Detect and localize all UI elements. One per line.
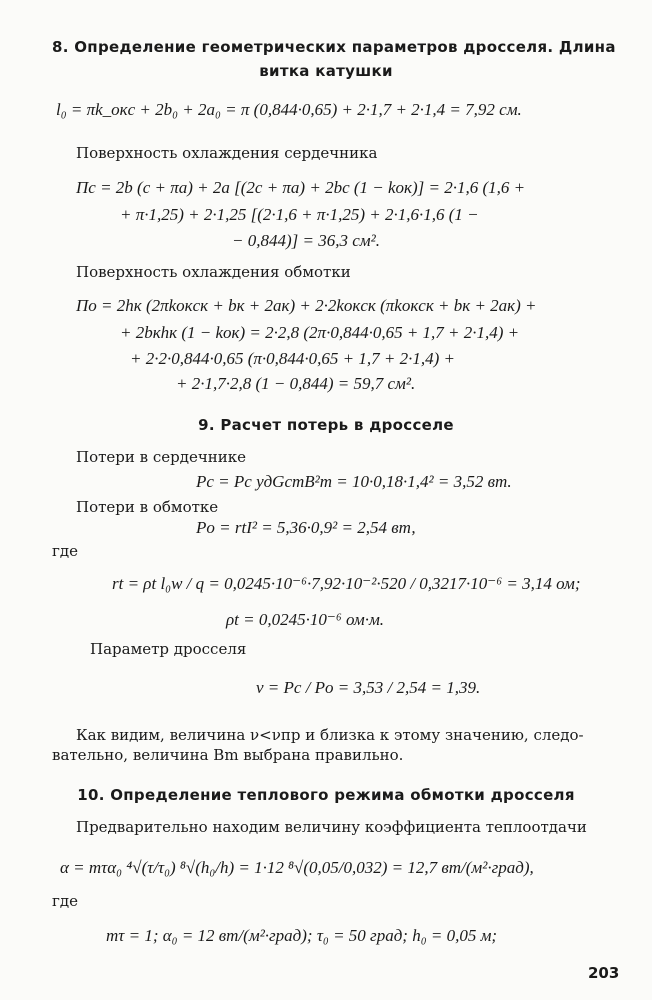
formula-alpha: α = mτα₀ ⁴√(τ/τ₀) ⁸√(h₀/h) = 1·12 ⁸√(0,05/0,032) = 12,7 вт/(м²·град), (60, 858, 534, 877)
formula-pc-line3: − 0,844)] = 36,3 см². (232, 231, 380, 250)
formula-po-line2: + 2bкhк (1 − kок) = 2·2,8 (2π·0,844·0,65 + 1,7 + 2·1,4) + (120, 323, 520, 342)
formula-rt: rt = ρt l₀w / q = 0,0245·10⁻⁶·7,92·10⁻²·520 / 0,3217·10⁻⁶ = 3,14 ом; (112, 574, 581, 593)
formula-params: mτ = 1; α₀ = 12 вт/(м²·град); τ₀ = 50 град; h₀ = 0,05 м; (106, 926, 498, 945)
conclusion-line1: Как видим, величина ν<νпр и близка к этому значению, следо- (76, 726, 584, 744)
formula-po-line1: По = 2hк (2πkокcк + bк + 2aк) + 2·2kокcк (πkокcк + bк + 2aк) + (76, 296, 537, 315)
label-core-cooling-surface: Поверхность охлаждения сердечника (76, 144, 378, 162)
formula-pc-line2: + π·1,25) + 2·1,25 [(2·1,6 + π·1,25) + 2·1,6·1,6 (1 − (120, 205, 479, 224)
where-label-2: где (52, 892, 78, 910)
where-label-1: где (52, 542, 78, 560)
section-9-title: 9. Расчет потерь в дросселе (198, 416, 454, 434)
formula-pc-line1: Пс = 2b (c + πa) + 2a [(2c + πa) + 2bc (1 − kок)] = 2·1,6 (1,6 + (76, 178, 526, 197)
page-number: 203 (588, 964, 620, 982)
label-core-losses: Потери в сердечнике (76, 448, 247, 466)
formula-nu: ν = Pс / Pо = 3,53 / 2,54 = 1,39. (256, 678, 481, 697)
section-8-title-line1: 8. Определение геометрических параметров дросселя. Длина (52, 38, 616, 56)
section-10-intro: Предварительно находим величину коэффициента теплоотдачи (76, 818, 587, 836)
conclusion-line2: вательно, величина Bm выбрана правильно. (52, 746, 404, 764)
section-8-title-line2: витка катушки (259, 62, 393, 80)
label-choke-parameter: Параметр дросселя (90, 640, 247, 658)
formula-l0: l₀ = πk_окc + 2b₀ + 2a₀ = π (0,844·0,65) + 2·1,7 + 2·1,4 = 7,92 см. (56, 100, 522, 119)
formula-po-line4: + 2·1,7·2,8 (1 − 0,844) = 59,7 см². (176, 374, 416, 393)
formula-po-losses: Pо = rtI² = 5,36·0,9² = 2,54 вт, (196, 518, 416, 537)
section-10-title: 10. Определение теплового режима обмотки дросселя (77, 786, 575, 804)
formula-po-line3: + 2·2·0,844·0,65 (π·0,844·0,65 + 1,7 + 2·1,4) + (130, 349, 455, 368)
label-winding-cooling-surface: Поверхность охлаждения обмотки (76, 263, 351, 281)
formula-rho: ρt = 0,0245·10⁻⁶ ом·м. (226, 610, 385, 629)
label-winding-losses: Потери в обмотке (76, 498, 219, 516)
formula-pc-losses: Pс = Pс удGстB²m = 10·0,18·1,4² = 3,52 вт. (196, 472, 512, 491)
